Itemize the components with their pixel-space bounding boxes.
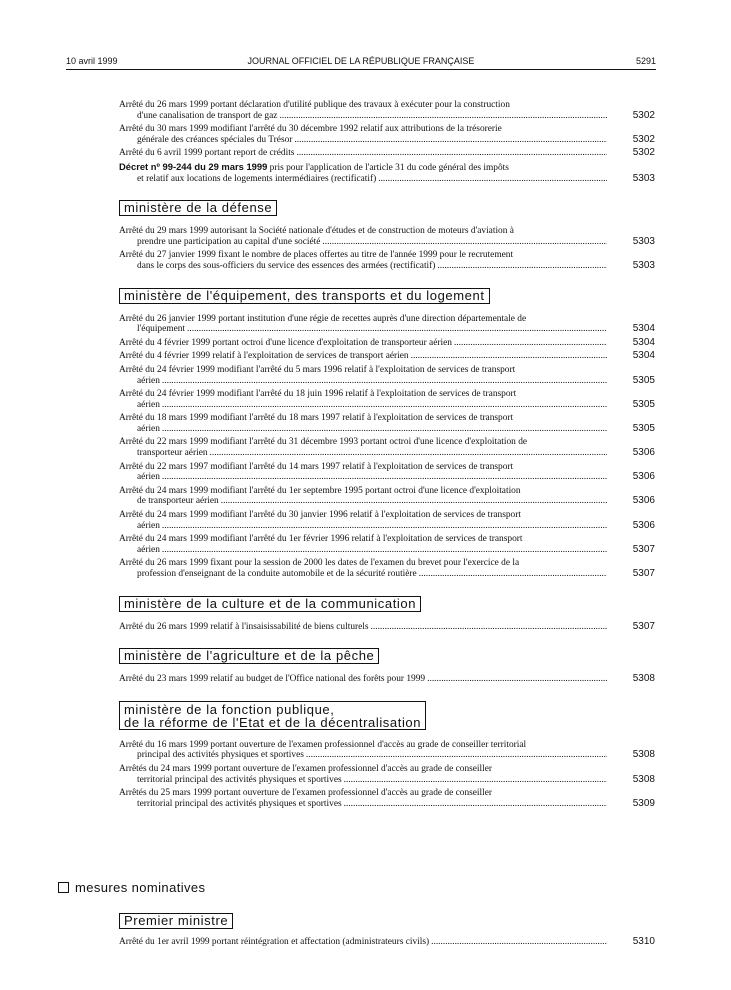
header-date: 10 avril 1999 <box>66 56 118 66</box>
section-title <box>119 701 426 730</box>
section-title <box>119 596 421 612</box>
list-item <box>119 124 655 145</box>
entry-text: Arrêté du 1er avril 1999 portant réintégration et affectation (administrateurs civils) <box>119 937 430 947</box>
list-item <box>119 622 655 633</box>
entry-text: Arrêté du 27 janvier 1999 fixant le nombre de places offertes au titre de l'année 1999 pour le recrutement <box>119 250 514 261</box>
list-item <box>119 764 655 785</box>
list-item <box>119 437 655 458</box>
list-item <box>119 162 655 184</box>
section-title-line: ministère de la fonction publique, <box>124 701 335 717</box>
entry-page: 5302 <box>632 133 655 145</box>
entry-page: 5305 <box>632 398 655 410</box>
list-item <box>119 462 655 483</box>
list-item <box>119 314 655 335</box>
entry-page: 5309 <box>632 797 655 809</box>
entry-page: 5306 <box>632 471 655 483</box>
entry-page: 5306 <box>632 519 655 531</box>
list-item <box>119 226 655 247</box>
entry-text: Arrêté du 6 avril 1999 portant report de crédits <box>119 148 295 159</box>
entry-text: Arrêté du 24 février 1999 modifiant l'arrêté du 18 juin 1996 relatif à l'exploitation de services de transport <box>119 389 517 400</box>
header-title: JOURNAL OFFICIEL DE LA RÉPUBLIQUE FRANÇAISE <box>247 56 475 66</box>
list-item <box>119 250 655 271</box>
page-header <box>66 56 656 70</box>
section-title-line: de la réforme de l'Etat et de la décentralisation <box>124 714 422 730</box>
entry-text-continuation: prendre une participation au capital d'une société <box>137 236 321 247</box>
entry-text-continuation: générale des créances spéciales du Trésor <box>137 134 293 145</box>
list-item <box>119 534 655 555</box>
entry-page: 5302 <box>632 147 655 159</box>
entry-text: Arrêtés du 24 mars 1999 portant ouverture de l'examen professionnel d'accès au grade de conseiller <box>119 763 493 774</box>
list-item <box>119 937 655 948</box>
entry-text-continuation: dans le corps des sous-officiers du service des essences des armées (rectificatif) <box>137 260 436 271</box>
section-title-line: ministère de l'agriculture et de la pêche <box>124 648 375 664</box>
section-title-line: ministère de la culture et de la communication <box>124 595 417 611</box>
entry-page: 5310 <box>632 936 655 947</box>
entry-text: Arrêté du 22 mars 1999 modifiant l'arrêté du 31 décembre 1993 portant octroi d'une licence d'exploitation de <box>119 437 528 448</box>
entry-text-continuation: territorial principal des activités physiques et sportives <box>137 798 342 809</box>
entry-text: Arrêté du 26 mars 1999 fixant pour la session de 2000 les dates de l'examen du brevet pour l'exercice de la <box>119 558 520 569</box>
list-item <box>119 351 655 362</box>
header-rule <box>66 69 656 70</box>
section-title-line: ministère de la défense <box>124 200 273 216</box>
entry-text-continuation: de transporteur aérien <box>137 496 219 507</box>
entry-text: Arrêté du 26 mars 1999 relatif à l'insaisissabilité de biens culturels <box>119 621 369 632</box>
list-item <box>119 413 655 434</box>
entry-page: 5307 <box>632 568 655 579</box>
section-title-line: ministère de l'équipement, des transports et du logement <box>124 287 485 303</box>
entry-text-continuation: aérien <box>137 375 160 386</box>
premier-ministre-section <box>119 912 655 951</box>
entry-page: 5304 <box>632 323 655 335</box>
entry-page: 5307 <box>632 620 655 632</box>
entry-text: Arrêté du 22 mars 1997 modifiant l'arrêté du 14 mars 1997 relatif à l'exploitation de services de transport <box>119 461 514 472</box>
list-item <box>119 558 655 579</box>
entry-text-continuation: l'équipement <box>137 324 186 335</box>
entry-text: pris pour l'application de l'article 31 du code général des impôts <box>267 162 509 173</box>
mesures-nominatives-heading <box>58 880 205 895</box>
entry-text-continuation: profession d'enseignant de la conduite automobile et de la sécurité routière <box>137 569 417 579</box>
entry-page: 5307 <box>632 543 655 555</box>
entry-text-continuation: principal des activités physiques et sportives <box>137 750 304 761</box>
entry-text: Arrêté du 18 mars 1999 modifiant l'arrêté du 18 mars 1997 relatif à l'exploitation de services de transport <box>119 413 514 424</box>
entry-page: 5305 <box>632 374 655 386</box>
entry-text: Arrêté du 29 mars 1999 autorisant la Société nationale d'études et de construction de moteurs d'aviation à <box>119 226 514 237</box>
list-item <box>119 365 655 386</box>
entry-text: Arrêté du 30 mars 1999 modifiant l'arrêté du 30 décembre 1992 relatif aux attributions de la trésorerie <box>119 124 502 135</box>
section-title-premier-ministre: Premier ministre <box>119 913 233 929</box>
entry-text-continuation: aérien <box>137 472 160 483</box>
entry-page: 5308 <box>632 749 655 761</box>
entry-text: Arrêté du 26 mars 1999 portant déclaration d'utilité publique des travaux à exécuter pour la construction <box>119 100 510 110</box>
list-item <box>119 510 655 531</box>
entry-text: Arrêté du 26 janvier 1999 portant institution d'une régie de recettes auprès d'une direction départementale de <box>119 313 527 324</box>
entry-page: 5304 <box>632 350 655 362</box>
entry-page: 5303 <box>632 259 655 271</box>
list-item <box>119 740 655 761</box>
list-item <box>119 100 655 121</box>
entry-page: 5306 <box>632 495 655 507</box>
entry-text: Arrêté du 24 mars 1999 modifiant l'arrêté du 1er février 1996 relatif à l'exploitation de services de transport <box>119 534 523 545</box>
entry-page: 5302 <box>632 109 655 121</box>
entry-bold-text: Décret nº 99-244 du 29 mars 1999 <box>119 160 268 172</box>
entry-text: Arrêté du 16 mars 1999 portant ouverture de l'examen professionnel d'accès au grade de conseiller territorial <box>119 739 527 750</box>
list-item <box>119 674 655 685</box>
entry-text-continuation: aérien <box>137 399 160 410</box>
entry-text-continuation: aérien <box>137 423 160 434</box>
section-title <box>119 648 379 664</box>
table-of-contents <box>119 100 655 812</box>
header-page-number: 5291 <box>635 56 656 66</box>
entry-text-continuation: d'une canalisation de transport de gaz <box>137 110 278 121</box>
entry-text: Arrêté du 4 février 1999 portant octroi d'une licence d'exploitation de transporteur aérien <box>119 337 452 348</box>
entry-text-continuation: territorial principal des activités physiques et sportives <box>137 774 342 785</box>
entry-text-continuation: et relatif aux locations de logements intermédiaires (rectificatif) <box>137 173 377 184</box>
checkbox-square-icon <box>58 882 69 893</box>
entry-text-continuation: aérien <box>137 520 160 531</box>
entry-page: 5305 <box>632 422 655 434</box>
entry-text: Arrêté du 24 mars 1999 modifiant l'arrêté du 1er septembre 1995 portant octroi d'une licence d'exploitation <box>119 485 521 496</box>
entry-text: Arrêté du 24 février 1999 modifiant l'arrêté du 5 mars 1996 relatif à l'exploitation de services de transport <box>119 364 516 375</box>
entry-text: Arrêté du 24 mars 1999 modifiant l'arrêté du 30 janvier 1996 relatif à l'exploitation de services de transport <box>119 510 521 521</box>
list-item <box>119 389 655 410</box>
entry-page: 5303 <box>632 235 655 247</box>
entry-page: 5308 <box>632 673 655 685</box>
entry-text: Arrêté du 23 mars 1999 relatif au budget de l'Office national des forêts pour 1999 <box>119 674 426 685</box>
section-title <box>119 288 490 304</box>
section-title <box>119 200 277 216</box>
entry-text: Arrêtés du 25 mars 1999 portant ouverture de l'examen professionnel d'accès au grade de conseiller <box>119 788 493 799</box>
entry-text: Arrêté du 4 février 1999 relatif à l'exploitation de services de transport aérien <box>119 351 409 362</box>
list-item <box>119 486 655 507</box>
list-item <box>119 148 655 159</box>
entry-page: 5304 <box>632 336 655 348</box>
entry-page: 5303 <box>632 172 655 184</box>
list-item <box>119 788 655 809</box>
entry-page: 5308 <box>632 773 655 785</box>
entry-text-continuation: transporteur aérien <box>137 448 208 459</box>
mesures-nominatives-label: mesures nominatives <box>75 880 206 895</box>
entry-page: 5306 <box>632 447 655 459</box>
entry-text-continuation: aérien <box>137 544 160 555</box>
list-item <box>119 338 655 349</box>
